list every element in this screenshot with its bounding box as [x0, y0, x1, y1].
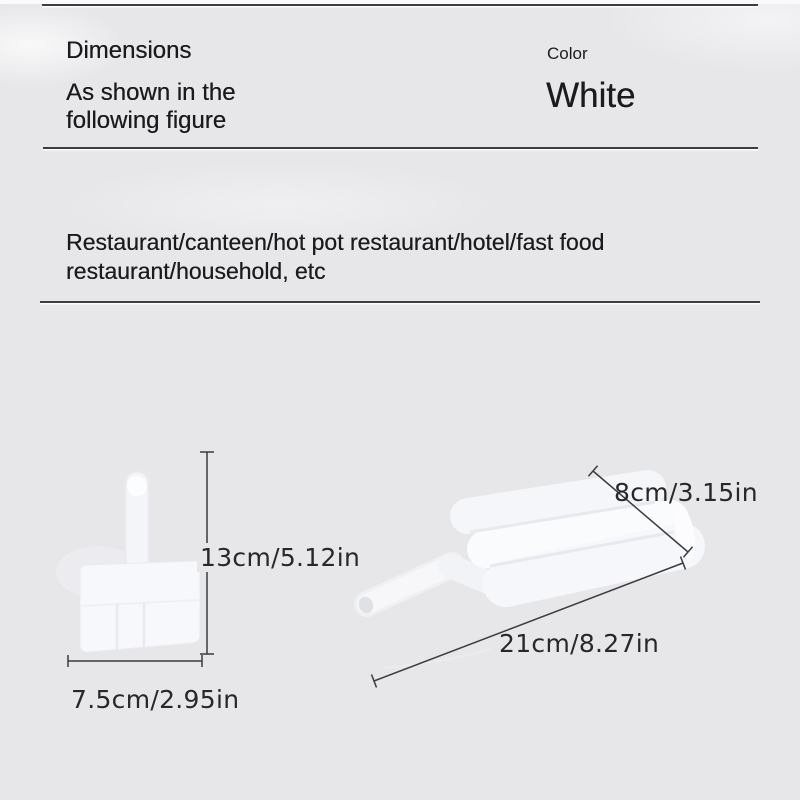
height-dimension-label: 13cm/5.12in [197, 543, 363, 572]
divider-middle [43, 147, 758, 149]
dimensions-value [66, 79, 235, 135]
scoop-side-blade-edge [385, 649, 492, 668]
dimensions-value-line2: following figure [66, 107, 227, 134]
depth-dimension-label: 8cm/3.15in [614, 478, 758, 507]
color-value: White [546, 76, 636, 115]
dimensions-label: Dimensions [66, 37, 192, 64]
color-label: Color [547, 44, 588, 63]
length-dimension-label: 21cm/8.27in [499, 629, 660, 658]
usage-line2: restaurant/household, etc [66, 257, 326, 284]
dimensions-value-line1: As shown in the [66, 79, 236, 106]
width-dimension-label: 7.5cm/2.95in [71, 685, 240, 714]
divider-bottom [40, 301, 760, 303]
usage-line1: Restaurant/canteen/hot pot restaurant/hotel/fast food [66, 229, 605, 255]
scoop-front-handle-cap [127, 476, 147, 496]
usage-text [66, 228, 726, 285]
scoop-front-body [80, 561, 200, 652]
scoop-front-view [56, 476, 200, 652]
divider-top [42, 4, 758, 6]
